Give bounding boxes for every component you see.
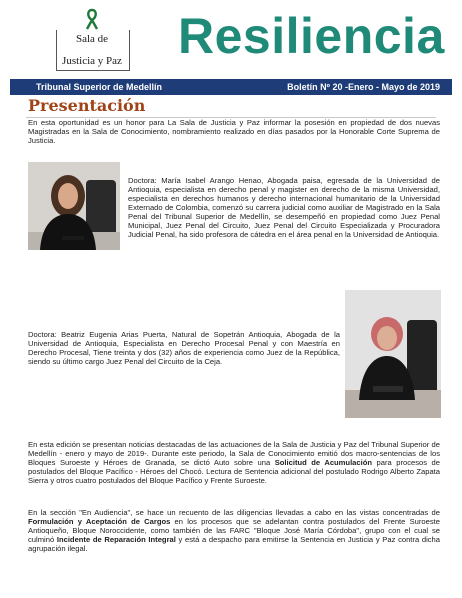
- photo-magistrate-2: [345, 290, 441, 418]
- hearing-bold-b: Incidente de Reparación Integral: [56, 535, 176, 544]
- hearing-paragraph: [28, 508, 440, 553]
- bio-paragraph-1: Doctora: María Isabel Arango Henao, Abogada paisa, egresada de la Universidad de Antioquia, especialista en derecho penal y magister en derecho de la misma Universidad, especialista en derechos humanos y derecho internacional humanitario de la Universidad Externado de Colombia, comenzó su carrera judicial como auxiliar de Magistrado en la Sala Penal del Tribunal Superior de Medellín, se desempeñó en propiedad como Juez Penal Municipal, Juez Penal del Circuito, Juez Penal del Circuito Especializada y Procuradora Judicial Penal, ha sido profesora de cátedra en el área penal en la Universidad de Antioquia.: [128, 176, 440, 239]
- intro-paragraph: En esta oportunidad es un honor para La Sala de Justicia y Paz informar la posesión en propiedad de dos nuevas Magistradas en la Sala de Conocimiento, nombramiento realizado en días pasados por la Honorable Corte Suprema de Justicia.: [28, 118, 440, 145]
- logo-line-2: Justicia y Paz: [62, 55, 122, 67]
- edition-bold-a: Solicitud de Acumulación: [274, 458, 373, 467]
- hearing-text-a: En la sección "En Audiencia", se hace un recuento de las diligencias llevadas a cabo en las vistas concentradas de: [28, 508, 440, 517]
- photo-magistrate-1: [28, 162, 120, 250]
- hearing-text-b: en los procesos que se adelantan contra postulados del Frente Suroeste Antioqueño, Bloque Noroccidente, como también de las FARC "Bloque José María Córdoba", grupo con el cual se culminó: [28, 517, 440, 544]
- hearing-text-c: y está a despacho para emitirse la Sentencia en Justicia y Paz contra dicha agrupación ilegal.: [28, 535, 441, 553]
- section-title: Presentación: [28, 96, 146, 115]
- issue-info: Boletín Nº 20 -Enero - Mayo de 2019: [287, 82, 440, 92]
- header-bar: [10, 79, 452, 95]
- bulletin-title: Resiliencia: [178, 8, 445, 64]
- tribunal-name: Tribunal Superior de Medellín: [36, 82, 163, 92]
- logo: [52, 8, 132, 70]
- bio-paragraph-2: Doctora: Beatriz Eugenia Arias Puerta, Natural de Sopetrán Antioquia, Abogada de la Universidad de Antioquia, Especialista en Derecho Procesal Penal y con Maestría en Derecho Procesal, Tiene treinta y dos (32) años de experiencia como Juez de la República, siendo su último cargo Juez Penal del Circuito de la Ceja.: [28, 330, 340, 366]
- edition-text-a: En esta edición se presentan noticias destacadas de las actuaciones de la Sala de Justicia y Paz del Tribunal Superior de Medellín - enero y mayo de 2019-. Durante este periodo, la Sala de Conocimiento emitió dos macro-sentencias de los Bloques Suroeste y Héroes de Granada, se dictó Auto sobre una: [28, 440, 440, 467]
- hearing-bold-a: Formulación y Aceptación de Cargos: [28, 517, 171, 526]
- edition-text-b: para procesos de postulados del Bloque Pacífico - Héroes del Chocó. Lectura de Sentencia adicional del postulado Rodrigo Alberto Zapata Sierra y otros cuatro postulados del Bloque Pacífico y Frente Suroeste.: [28, 458, 440, 485]
- portrait-1-image: [28, 162, 120, 250]
- edition-paragraph: [28, 440, 440, 485]
- portrait-2-image: [345, 290, 441, 418]
- ribbon-icon: [84, 8, 100, 30]
- logo-line-1: Sala de: [75, 33, 109, 45]
